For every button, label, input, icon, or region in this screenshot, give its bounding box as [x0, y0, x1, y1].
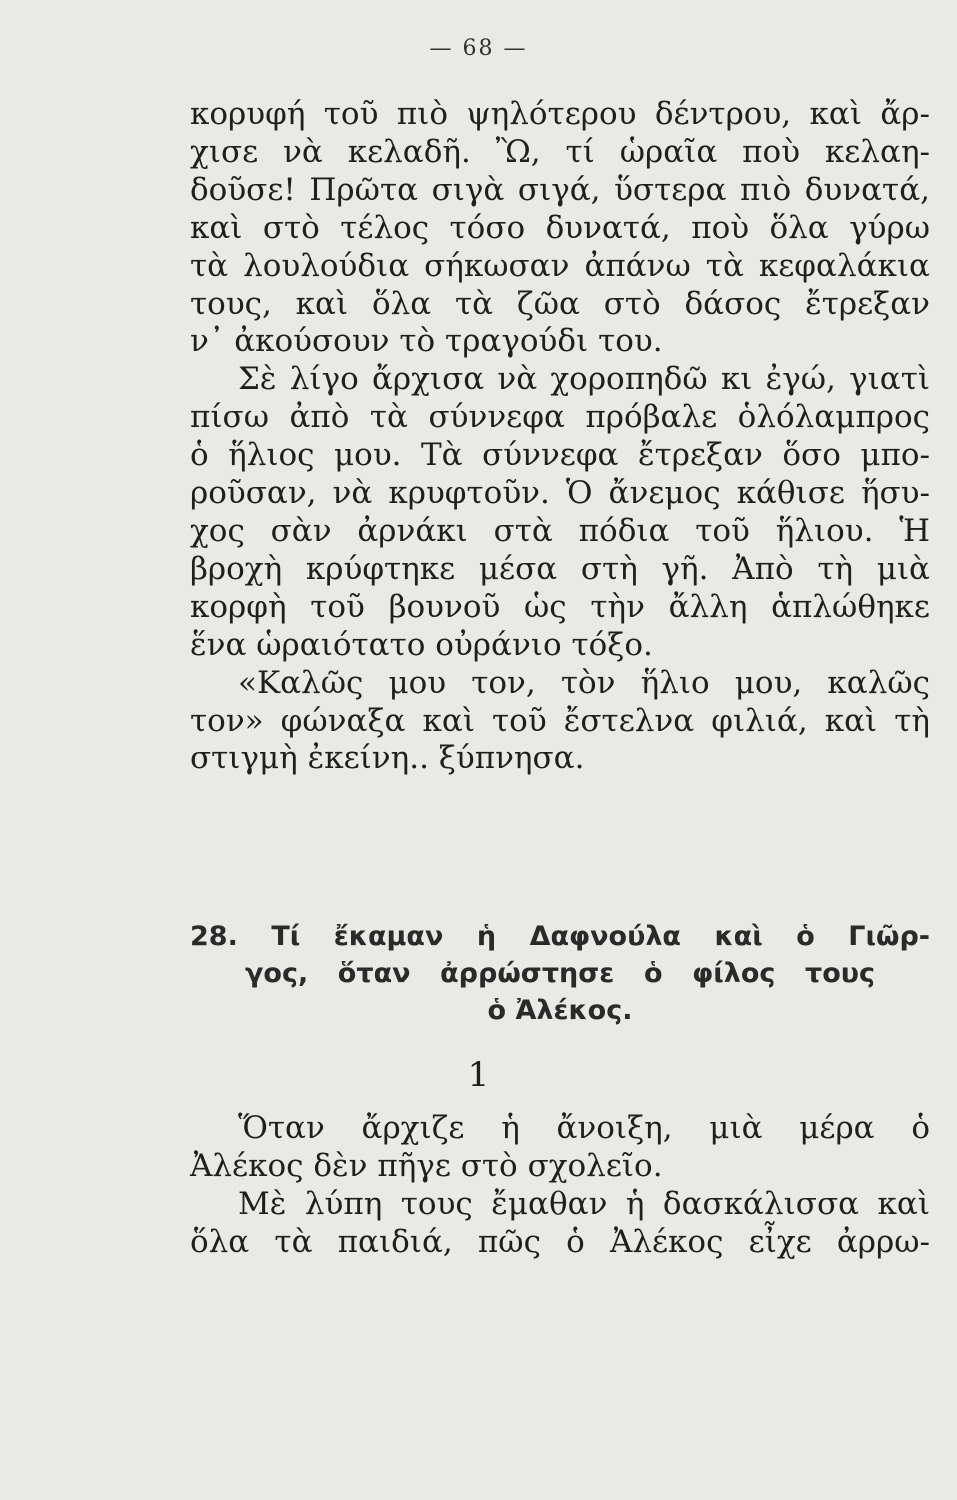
text-line: κορφὴ τοῦ βουνοῦ ὡς τὴν ἄλλη ἁπλώθηκε	[190, 588, 930, 625]
text-line: τους, καὶ ὅλα τὰ ζῶα στὸ δάσος ἔτρεξαν	[190, 285, 930, 322]
text-line: χισε νὰ κελαδῆ. Ὢ, τί ὡραῖα ποὺ κελαη-	[190, 133, 930, 170]
text-line: Μὲ λύπη τους ἔμαθαν ἡ δασκάλισσα καὶ	[238, 1185, 930, 1222]
text-line: κορυφή τοῦ πιὸ ψηλότερου δέντρου, καὶ ἄρ-	[190, 96, 930, 132]
text-line: «Καλῶς μου τον, τὸν ἥλιο μου, καλῶς	[238, 664, 930, 701]
paragraph-4	[190, 1110, 930, 1186]
text-line: ἕνα ὡραιότατο οὐράνιο τόξο.	[190, 626, 653, 663]
text-line: ὅλα τὰ παιδιά, πῶς ὁ Ἀλέκος εἶχε ἀρρω-	[190, 1223, 930, 1260]
text-line: καὶ στὸ τέλος τόσο δυνατά, ποὺ ὅλα γύρω	[190, 209, 930, 246]
paragraph-2	[190, 361, 930, 664]
text-line: Σὲ λίγο ἄρχισα νὰ χοροπηδῶ κι ἐγώ, γιατὶ	[238, 361, 930, 398]
text-line: ν᾽ ἀκούσουν τὸ τραγούδι του.	[190, 323, 663, 360]
paragraph-5	[190, 1186, 930, 1262]
text-line: τον» φώναξα καὶ τοῦ ἔστελνα φιλιά, καὶ τὴ	[190, 702, 930, 739]
section-number: 1	[467, 1055, 490, 1095]
chapter-heading	[190, 918, 930, 1029]
text-line: ὁ ἥλιος μου. Τὰ σύννεφα ἔτρεξαν ὅσο μπο-	[190, 437, 930, 474]
text-line: δοῦσε! Πρῶτα σιγὰ σιγά, ὕστερα πιὸ δυνατά,	[190, 171, 930, 208]
page-number: — 68 —	[429, 36, 528, 61]
heading-line: γος, ὅταν ἀρρώστησε ὁ φίλος τους	[245, 958, 875, 989]
text-line: Ὅταν ἄρχιζε ἡ ἄνοιξη, μιὰ μέρα ὁ	[238, 1110, 930, 1146]
text-line: πίσω ἀπὸ τὰ σύννεφα πρόβαλε ὁλόλαμπρος	[190, 399, 930, 436]
paragraph-3	[190, 665, 930, 779]
text-line: στιγμὴ ἐκείνη.. ξύπνησα.	[190, 740, 585, 777]
heading-line: ὁ Ἀλέκος.	[487, 995, 633, 1026]
text-line: χος σὰν ἀρνάκι στὰ πόδια τοῦ ἥλιου. Ἡ	[190, 512, 930, 549]
text-line: τὰ λουλούδια σήκωσαν ἀπάνω τὰ κεφαλάκια	[190, 247, 930, 284]
text-block-bottom	[190, 1110, 930, 1262]
text-line: βροχὴ κρύφτηκε μέσα στὴ γῆ. Ἀπὸ τὴ μιὰ	[190, 550, 930, 587]
text-line: ροῦσαν, νὰ κρυφτοῦν. Ὁ ἄνεμος κάθισε ἥσυ-	[190, 475, 930, 512]
text-line: Ἀλέκος δὲν πῆγε στὸ σχολεῖο.	[190, 1147, 663, 1184]
text-block-top	[190, 96, 930, 778]
heading-line: 28. Τί ἔκαμαν ἡ Δαφνούλα καὶ ὁ Γιῶρ-	[190, 921, 930, 952]
paragraph-1	[190, 96, 930, 361]
